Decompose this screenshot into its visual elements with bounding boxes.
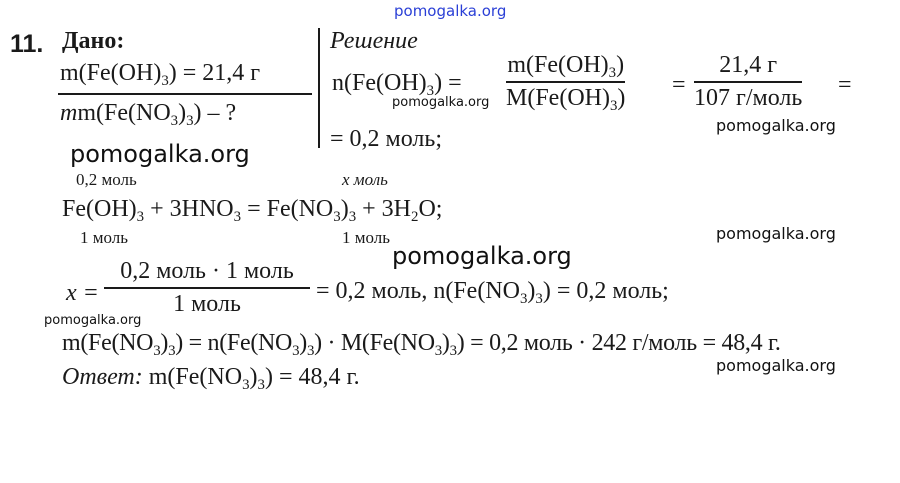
given-label: Дано: bbox=[62, 28, 125, 54]
step2-tail: = 0,2 моль, $n(Fe(NO_3)_3) = 0,2$ моль; bbox=[316, 278, 669, 308]
fraction-bar bbox=[104, 287, 310, 289]
solution-label: Решение bbox=[330, 28, 418, 54]
step1-fraction-values bbox=[694, 52, 802, 112]
step1-lhs: $n(Fe(OH)_3)$ = bbox=[332, 70, 462, 100]
fraction-bar bbox=[506, 81, 625, 83]
watermark: pomogalka.org bbox=[716, 356, 836, 375]
reaction-below-left: 1 моль bbox=[80, 228, 129, 247]
reaction-below-right: 1 моль bbox=[342, 228, 391, 247]
problem-number: 11. bbox=[10, 30, 44, 58]
step2-fraction bbox=[104, 258, 310, 318]
fraction-denominator: 1 моль bbox=[173, 290, 241, 317]
step2-x-eq: x = bbox=[66, 280, 99, 306]
fraction-denominator: 107 г/моль bbox=[694, 84, 803, 111]
step3-mass-calculation: $m(Fe(NO_3)_3) = n(Fe(NO_3)_3) \cdot M(Fe(NO_3)_3) = 0,2$ моль · 242 г/моль = 48,4 г. bbox=[62, 330, 781, 360]
given-known: $m(Fe(OH)_3) = 21,4$ г bbox=[60, 60, 261, 90]
fraction-numerator: 0,2 моль · 1 моль bbox=[120, 258, 294, 284]
reaction-above-right: x моль bbox=[342, 170, 388, 189]
watermark-top: pomogalka.org bbox=[394, 2, 507, 20]
fraction-bar bbox=[694, 81, 802, 83]
answer-line: Ответ: $m(Fe(NO_3)_3) = 48,4$ г. bbox=[62, 364, 360, 394]
reaction-equation: $Fe(OH)_3 + 3HNO_3 = Fe(NO_3)_3 + 3H_2O$; bbox=[62, 196, 443, 226]
watermark: pomogalka.org bbox=[392, 242, 572, 270]
watermark: pomogalka.org bbox=[70, 140, 250, 168]
fraction-numerator: 21,4 г bbox=[719, 52, 778, 78]
equals-sign: = bbox=[672, 72, 686, 98]
equals-sign: = bbox=[838, 72, 852, 98]
watermark: pomogalka.org bbox=[392, 95, 490, 110]
step1-result: = 0,2 моль; bbox=[330, 126, 442, 152]
given-unknown: $mm(Fe(NO_3)_3)$ – ? bbox=[60, 100, 237, 130]
watermark: pomogalka.org bbox=[44, 313, 142, 328]
watermark: pomogalka.org bbox=[716, 224, 836, 243]
given-divider bbox=[58, 93, 312, 95]
fraction-denominator: $M(Fe(OH)_3)$ bbox=[506, 84, 626, 114]
step1-fraction-formula bbox=[506, 52, 625, 112]
given-solution-separator bbox=[318, 28, 320, 148]
reaction-above-left: 0,2 моль bbox=[76, 170, 137, 189]
watermark: pomogalka.org bbox=[716, 116, 836, 135]
fraction-numerator: $m(Fe(OH)_3)$ bbox=[507, 52, 625, 82]
